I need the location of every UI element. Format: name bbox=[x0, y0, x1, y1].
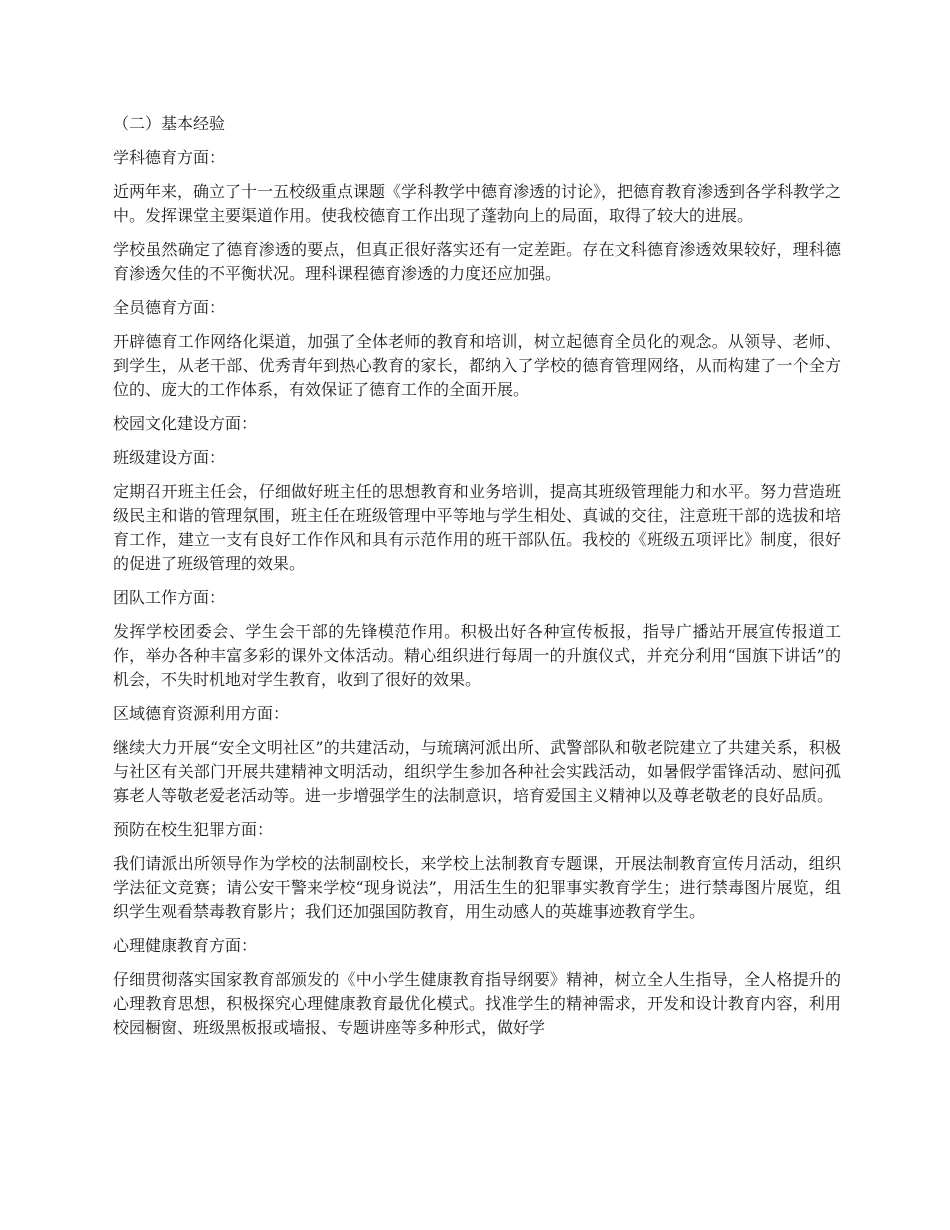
subheading-all-staff-moral-education: 全员德育方面： bbox=[113, 298, 226, 317]
document-body bbox=[113, 112, 841, 1050]
paragraph-subject-moral-education-2: 学校虽然确定了德育渗透的要点，但真正很好落实还有一定差距。存在文科德育渗透效果较好，理科德育渗透欠佳的不平衡状况。理科课程德育渗透的力度还应加强。 bbox=[113, 240, 841, 283]
subheading-subject-moral-education: 学科德育方面： bbox=[113, 148, 226, 167]
subheading-crime-prevention: 预防在校生犯罪方面： bbox=[113, 820, 274, 839]
subheading-regional-resources: 区域德育资源利用方面： bbox=[113, 704, 290, 723]
section-heading-basic-experience: （二）基本经验 bbox=[113, 114, 226, 133]
subheading-class-building: 班级建设方面： bbox=[113, 448, 226, 467]
paragraph-subject-moral-education-1: 近两年来，确立了十一五校级重点课题《学科教学中德育渗透的讨论》，把德育教育渗透到各学科教学之中。发挥课堂主要渠道作用。使我校德育工作出现了蓬勃向上的局面，取得了较大的进展。 bbox=[113, 182, 842, 225]
paragraph-mental-health: 仔细贯彻落实国家教育部颁发的《中小学生健康教育指导纲要》精神，树立全人生指导，全人格提升的心理教育思想，积极探究心理健康教育最优化模式。找准学生的精神需求，开发和设计教育内容，利用校园橱窗、班级黑板报或墙报、专题讲座等多种形式，做好学 bbox=[113, 970, 841, 1037]
subheading-team-work: 团队工作方面： bbox=[113, 588, 226, 607]
paragraph-all-staff-moral-education: 开辟德育工作网络化渠道，加强了全体老师的教育和培训，树立起德育全员化的观念。从领导、老师、到学生，从老干部、优秀青年到热心教育的家长，都纳入了学校的德育管理网络，从而构建了一个全方位的、庞大的工作体系，有效保证了德育工作的全面开展。 bbox=[113, 332, 841, 399]
subheading-campus-culture: 校园文化建设方面： bbox=[113, 414, 258, 433]
subheading-mental-health: 心理健康教育方面： bbox=[113, 936, 258, 955]
paragraph-class-building: 定期召开班主任会，仔细做好班主任的思想教育和业务培训，提高其班级管理能力和水平。努力营造班级民主和谐的管理氛围，班主任在班级管理中平等地与学生相处、真诚的交往，注意班干部的选拔和培育工作，建立一支有良好工作作风和具有示范作用的班干部队伍。我校的《班级五项评比》制度，很好的促进了班级管理的效果。 bbox=[113, 482, 841, 573]
paragraph-crime-prevention: 我们请派出所领导作为学校的法制副校长，来学校上法制教育专题课，开展法制教育宣传月活动，组织学法征文竞赛；请公安干警来学校“现身说法”，用活生生的犯罪事实教育学生；进行禁毒图片展览，组织学生观看禁毒教育影片；我们还加强国防教育，用生动感人的英雄事迹教育学生。 bbox=[113, 854, 841, 921]
paragraph-regional-resources: 继续大力开展“安全文明社区”的共建活动，与琉璃河派出所、武警部队和敬老院建立了共建关系，积极与社区有关部门开展共建精神文明活动，组织学生参加各种社会实践活动，如暑假学雷锋活动、慰问孤寡老人等敬老爱老活动等。进一步增强学生的法制意识，培育爱国主义精神以及尊老敬老的良好品质。 bbox=[113, 738, 841, 805]
paragraph-team-work: 发挥学校团委会、学生会干部的先锋模范作用。积极出好各种宣传板报，指导广播站开展宣传报道工作，举办各种丰富多彩的课外文体活动。精心组织进行每周一的升旗仪式，并充分利用“国旗下讲话”的机会，不失时机地对学生教育，收到了很好的效果。 bbox=[113, 622, 841, 689]
